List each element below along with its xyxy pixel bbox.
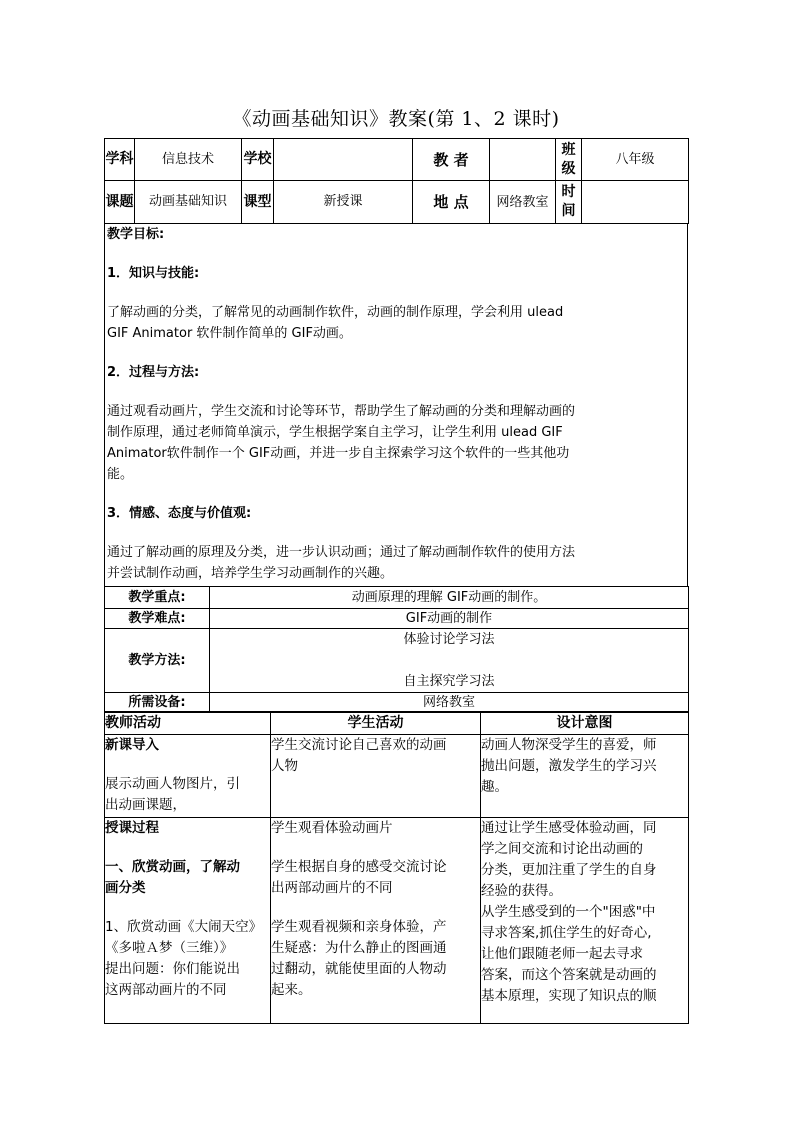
topic-label: 课题 bbox=[105, 181, 135, 224]
teacher-activity-cell bbox=[105, 818, 271, 1024]
teacher-text: 1、欣赏动画《大闹天空》 bbox=[105, 919, 263, 935]
key-points-label: 教学重点: bbox=[105, 587, 210, 609]
teacher-text: 这两部动画片的不同 bbox=[105, 982, 227, 998]
objectives-cell bbox=[105, 224, 688, 587]
design-text: 趣。 bbox=[481, 779, 508, 795]
process-method-text: 通过观看动画片，学生交流和讨论等环节，帮助学生了解动画的分类和理解动画的 bbox=[107, 404, 576, 419]
class-value: 八年级 bbox=[582, 139, 689, 181]
knowledge-skill-text: 了解动画的分类，了解常见的动画制作软件，动画的制作原理，学会利用 ulead bbox=[107, 305, 564, 320]
teacher-text: 展示动画人物图片，引 bbox=[105, 776, 240, 792]
activities-table bbox=[104, 711, 689, 1024]
design-text: 通过让学生感受体验动画，同 bbox=[481, 820, 657, 836]
student-text: 学生观看视频和亲身体验，产 bbox=[271, 919, 447, 935]
attitude-values-title: 3．情感、态度与价值观: bbox=[107, 506, 252, 521]
student-text: 人物 bbox=[271, 758, 298, 774]
time-value bbox=[582, 181, 689, 224]
design-text: 基本原理，实现了知识点的顺 bbox=[481, 988, 657, 1004]
col-teacher-activity: 教师活动 bbox=[105, 712, 271, 735]
teacher-section-title: 授课过程 bbox=[105, 820, 159, 836]
student-text: 起来。 bbox=[271, 982, 312, 998]
attitude-values-text: 并尝试制作动画，培养学生学习动画制作的兴趣。 bbox=[107, 566, 394, 581]
design-text: 让他们跟随老师一起去寻求 bbox=[481, 946, 643, 962]
student-text: 学生观看体验动画片 bbox=[271, 820, 393, 836]
student-text: 过翻动，就能使里面的人物动 bbox=[271, 961, 447, 977]
objectives-table bbox=[104, 223, 688, 587]
process-method-text: 能。 bbox=[107, 467, 134, 482]
place-value: 网络教室 bbox=[490, 181, 556, 224]
teacher-label: 教 者 bbox=[413, 139, 490, 181]
teaching-points-table bbox=[104, 586, 689, 713]
method-value bbox=[210, 629, 689, 693]
objectives-heading: 教学目标: bbox=[107, 227, 165, 242]
design-text: 学之间交流和讨论出动画的 bbox=[481, 841, 643, 857]
school-label: 学校 bbox=[242, 139, 274, 181]
teacher-section-title: 新课导入 bbox=[105, 737, 159, 753]
design-text: 寻求答案,抓住学生的好奇心, bbox=[481, 925, 652, 941]
student-activity-cell bbox=[271, 818, 481, 1024]
col-student-activity: 学生活动 bbox=[271, 712, 481, 735]
type-value: 新授课 bbox=[274, 181, 413, 224]
design-text: 动画人物深受学生的喜爱，师 bbox=[481, 737, 657, 753]
equipment-label: 所需设备: bbox=[105, 693, 210, 713]
student-text: 出两部动画片的不同 bbox=[271, 880, 393, 896]
attitude-values-text: 通过了解动画的原理及分类，进一步认识动画；通过了解动画制作软件的使用方法 bbox=[107, 545, 576, 560]
teacher-activity-cell bbox=[105, 735, 271, 818]
design-text: 经验的获得。 bbox=[481, 883, 562, 899]
time-label: 时间 bbox=[556, 181, 582, 224]
design-text: 答案，而这个答案就是动画的 bbox=[481, 967, 657, 983]
school-value bbox=[274, 139, 413, 181]
method-label: 教学方法: bbox=[105, 629, 210, 693]
design-text: 从学生感受到的一个"困惑"中 bbox=[481, 904, 656, 920]
difficulty-label: 教学难点: bbox=[105, 609, 210, 629]
teacher-subsection-title: 画分类 bbox=[105, 880, 146, 896]
process-method-title: 2．过程与方法: bbox=[107, 365, 200, 380]
student-text: 学生根据自身的感受交流讨论 bbox=[271, 859, 447, 875]
teacher-value bbox=[490, 139, 556, 181]
course-info-table bbox=[104, 138, 689, 224]
design-intent-cell bbox=[481, 818, 689, 1024]
col-design-intent: 设计意图 bbox=[481, 712, 689, 735]
knowledge-skill-text: GIF Animator 软件制作简单的 GIF动画。 bbox=[107, 326, 352, 341]
method-item: 自主探究学习法 bbox=[403, 674, 495, 689]
subject-value: 信息技术 bbox=[135, 139, 242, 181]
process-method-text: Animator软件制作一个 GIF动画，并进一步自主探索学习这个软件的一些其他功 bbox=[107, 446, 570, 461]
teacher-text: 出动画课题， bbox=[105, 797, 186, 813]
design-text: 分类，更加注重了学生的自身 bbox=[481, 862, 657, 878]
document-title: 《动画基础知识》教案(第 1、2 课时) bbox=[232, 108, 560, 130]
key-points-value: 动画原理的理解 GIF动画的制作。 bbox=[210, 587, 689, 609]
type-label: 课型 bbox=[242, 181, 274, 224]
knowledge-skill-title: 1．知识与技能: bbox=[107, 266, 200, 281]
teacher-text: 《多啦Ａ梦（三维）》 bbox=[105, 940, 234, 956]
class-label: 班级 bbox=[556, 139, 582, 181]
student-activity-cell bbox=[271, 735, 481, 818]
teacher-text: 提出问题：你们能说出 bbox=[105, 961, 240, 977]
equipment-value: 网络教室 bbox=[210, 693, 689, 713]
subject-label: 学科 bbox=[105, 139, 135, 181]
process-method-text: 制作原理，通过老师简单演示，学生根据学案自主学习，让学生利用 ulead GIF bbox=[107, 425, 563, 440]
topic-value: 动画基础知识 bbox=[135, 181, 242, 224]
student-text: 生疑惑：为什么静止的图画通 bbox=[271, 940, 447, 956]
difficulty-value: GIF动画的制作 bbox=[210, 609, 689, 629]
teacher-subsection-title: 一、欣赏动画，了解动 bbox=[105, 859, 240, 875]
method-item: 体验讨论学习法 bbox=[403, 632, 495, 647]
design-intent-cell bbox=[481, 735, 689, 818]
student-text: 学生交流讨论自己喜欢的动画 bbox=[271, 737, 447, 753]
place-label: 地 点 bbox=[413, 181, 490, 224]
design-text: 抛出问题，激发学生的学习兴 bbox=[481, 758, 657, 774]
